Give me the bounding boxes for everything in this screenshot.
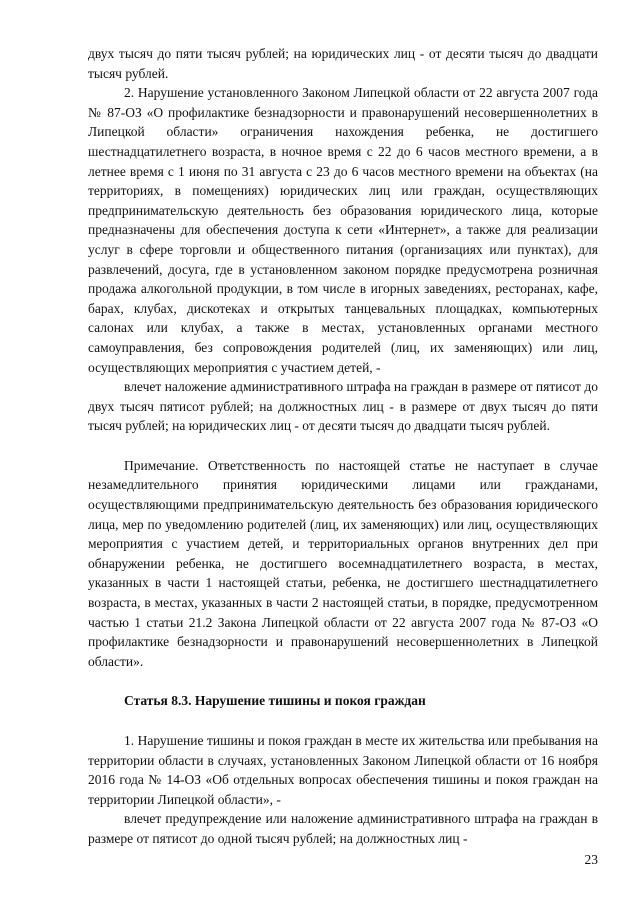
paragraph-note: Примечание. Ответственность по настоящей статье не наступает в случае незамедлительного принятия юридическими лицами или гражданами, осуществляющими предпринимательскую деятельность без образования юридического лица, мер по уведомлению родителей (лиц, их заменяющих) или лиц, осуществляющих мероприятия с участием детей, и территориальных органов внутренних дел при обнаружении ребенка, не достигшего восемнадцатилетнего возраста, в местах, указанных в части 1 настоящей статьи, ребенка, не достигшего шестнадцатилетнего возраста, в местах, указанных в части 2 настоящей статьи, в порядке, предусмотренном частью 1 статьи 21.2 Закона Липецкой области от 22 августа 2007 года № 87-ОЗ «О профилактике безнадзорности и правонарушений несовершеннолетних в Липецкой области». — [88, 457, 598, 669]
paragraph-article-8-3-part-1: 1. Нарушение тишины и покоя граждан в месте их жительства или пребывания на территории области в случаях, установленных Законом Липецкой области от 16 ноября 2016 года № 14-ОЗ «Об отдельных вопросах обеспечения тишины и покоя граждан на территории Липецкой области», - — [88, 733, 598, 807]
article-title: Статья 8.3. Нарушение тишины и покоя граждан — [124, 693, 426, 709]
paragraph-fine-continuation: двух тысяч до пяти тысяч рублей; на юридических лиц - от десяти тысяч до двадцати тысяч рублей. — [88, 46, 598, 81]
document-page — [88, 44, 598, 849]
paragraph-part-2: 2. Нарушение установленного Законом Липецкой области от 22 августа 2007 года № 87-ОЗ «О профилактике безнадзорности и правонарушений несовершеннолетних в Липецкой области» ограничения нахождения ребенка, не достигшего шестнадцатилетнего возраста, в ночное время с 22 до 6 часов местного времени, а в летнее время с 1 июня по 31 августа с 23 до 6 часов местного времени на объектах (на территориях, в помещениях) юридических лиц или граждан, осуществляющих предпринимательскую деятельность без образования юридического лица, которые предназначены для обеспечения доступа к сети «Интернет», а также для реализации услуг в сфере торговли и общественного питания (организациях или пунктах), для развлечений, досуга, где в установленном законом порядке предусмотрена розничная продажа алкогольной продукции, в том числе в игорных заведениях, ресторанах, кафе, барах, клубах, дискотеках и открытых танцевальных площадках, компьютерных салонах или клубах, а также в местах, установленных органами местного самоуправления, без сопровождения родителей (лиц, их заменяющих) или лиц, осуществляющих мероприятия с участием детей, - — [88, 85, 598, 375]
paragraph-penalty-part-2: влечет наложение административного штрафа на граждан в размере от пятисот до двух тысяч пятисот рублей; на должностных лиц - в размере от двух тысяч до пяти тысяч рублей; на юридических лиц - от десяти тысяч до двадцати тысяч рублей. — [88, 379, 598, 434]
page-number: 23 — [584, 852, 598, 867]
paragraph-penalty-article-8-3: влечет предупреждение или наложение административного штрафа на граждан в размере от пятисот до одной тысяч рублей; на должностных лиц - — [88, 811, 598, 846]
